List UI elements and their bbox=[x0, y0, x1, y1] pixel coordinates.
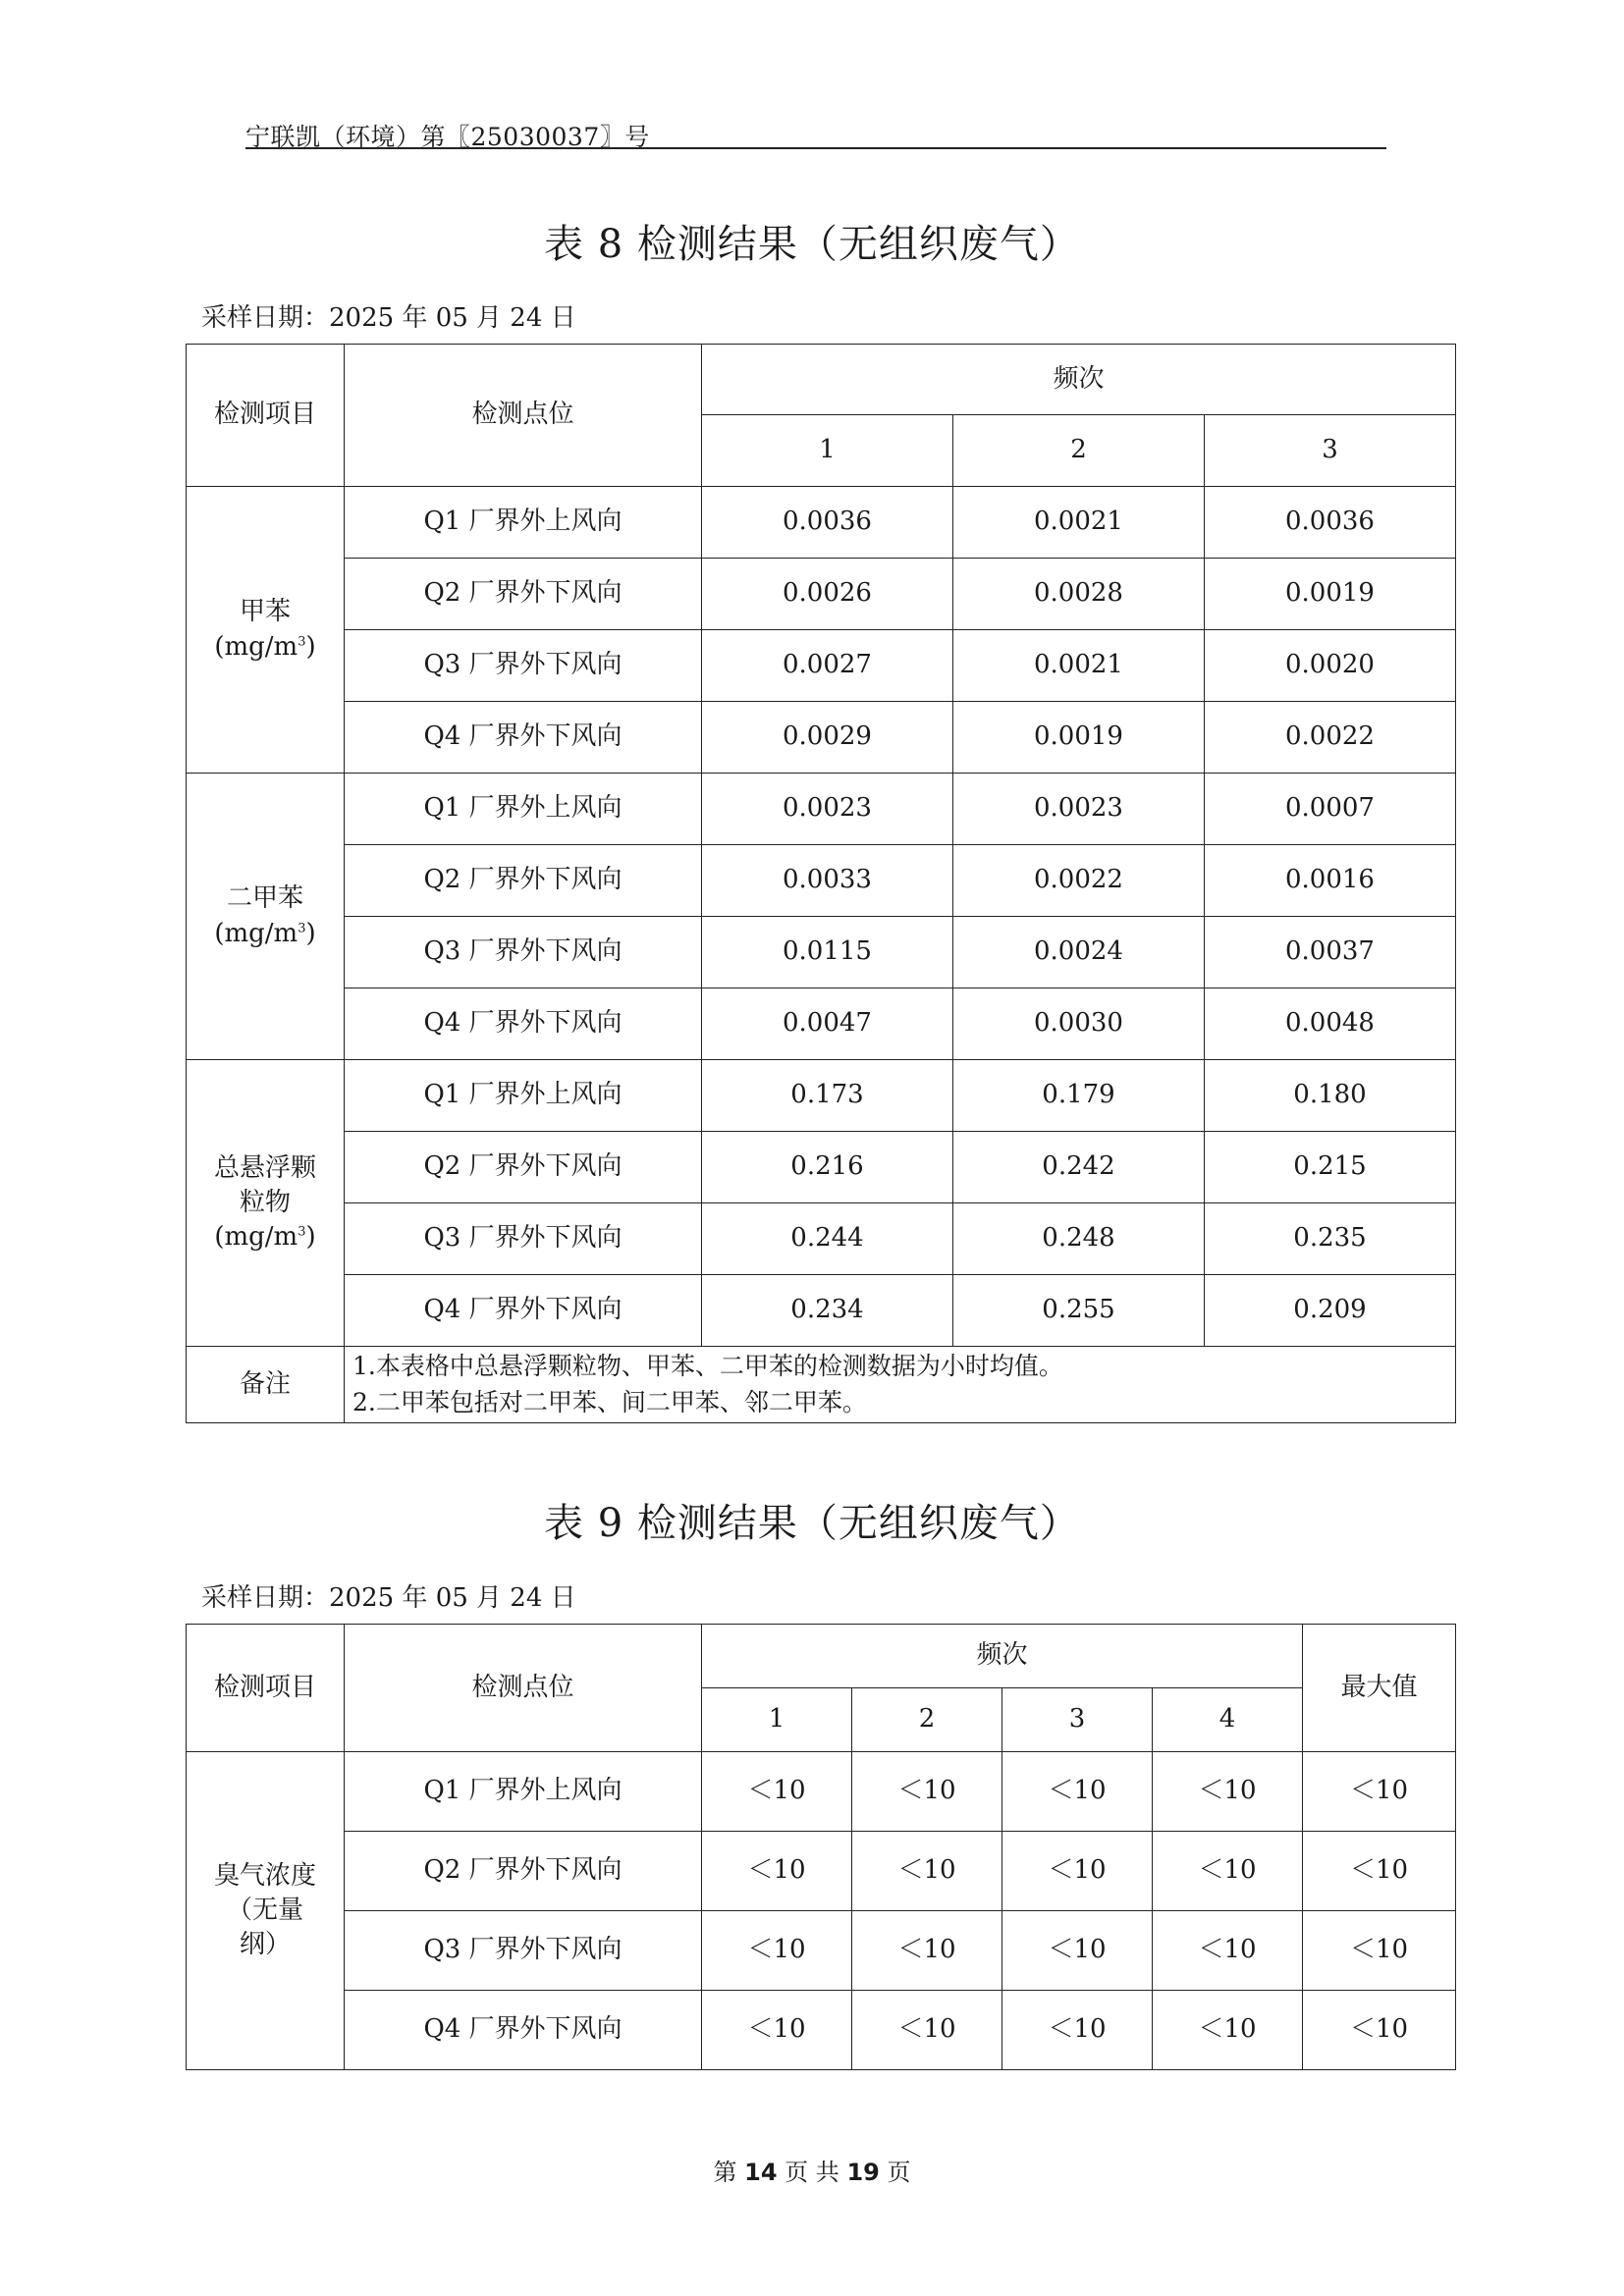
table8-point: Q3 厂界外下风向 bbox=[345, 630, 702, 702]
item-unit: $(mg/m^3)$ bbox=[214, 1222, 316, 1253]
table8-value: 0.242 bbox=[953, 1132, 1205, 1203]
table8-value: 0.0037 bbox=[1205, 917, 1456, 988]
table8-value: 0.234 bbox=[702, 1275, 953, 1347]
table9-value: ＜10 bbox=[1153, 1991, 1303, 2070]
table8-value: 0.0029 bbox=[702, 702, 953, 774]
table8-point: Q3 厂界外下风向 bbox=[345, 917, 702, 988]
table9-title: 表 9 检测结果（无组织废气） bbox=[544, 1501, 1080, 1546]
table9-value: ＜10 bbox=[1002, 1911, 1153, 1991]
table8-note-2: 2.二甲苯包括对二甲苯、间二甲苯、邻二甲苯。 bbox=[352, 1387, 867, 1416]
table8-notes-label: 备注 bbox=[187, 1347, 345, 1423]
table8-freq-2: 2 bbox=[953, 415, 1205, 487]
table8-point: Q2 厂界外下风向 bbox=[345, 1132, 702, 1203]
table8-value: 0.0036 bbox=[1205, 487, 1456, 559]
table8-point: Q4 厂界外下风向 bbox=[345, 1275, 702, 1347]
table8-point: Q1 厂界外上风向 bbox=[345, 487, 702, 559]
item-name: 二甲苯 bbox=[226, 883, 303, 914]
table8-value: 0.0115 bbox=[702, 917, 953, 988]
table8-value: 0.0028 bbox=[953, 559, 1205, 630]
table9-value: ＜10 bbox=[1002, 1832, 1153, 1911]
header-rule bbox=[245, 147, 1386, 149]
table8-value: 0.179 bbox=[953, 1060, 1205, 1132]
table9-value: ＜10 bbox=[1153, 1911, 1303, 1991]
table9-value: ＜10 bbox=[852, 1991, 1002, 2070]
table9-point: Q1 厂界外上风向 bbox=[345, 1752, 702, 1832]
table9-freq-4: 4 bbox=[1153, 1688, 1303, 1752]
table9-value: ＜10 bbox=[852, 1911, 1002, 1991]
table8-value: 0.0033 bbox=[702, 845, 953, 917]
item-name: 甲苯 bbox=[239, 597, 291, 627]
table8-value: 0.0022 bbox=[1205, 702, 1456, 774]
table9-value: ＜10 bbox=[1002, 1991, 1153, 2070]
table9-freq-1: 1 bbox=[702, 1688, 852, 1752]
table8-note-1: 1.本表格中总悬浮颗粒物、甲苯、二甲苯的检测数据为小时均值。 bbox=[352, 1352, 1063, 1381]
table9-value: ＜10 bbox=[852, 1832, 1002, 1911]
table8-value: 0.216 bbox=[702, 1132, 953, 1203]
table9-header-item: 检测项目 bbox=[187, 1625, 345, 1752]
table8-freq-3: 3 bbox=[1205, 415, 1456, 487]
table8-value: 0.215 bbox=[1205, 1132, 1456, 1203]
table9-point: Q4 厂界外下风向 bbox=[345, 1991, 702, 2070]
table8-value: 0.0030 bbox=[953, 988, 1205, 1060]
table8-freq-1: 1 bbox=[702, 415, 953, 487]
table9-max: ＜10 bbox=[1303, 1991, 1456, 2070]
table9-value: ＜10 bbox=[1153, 1752, 1303, 1832]
table8-value: 0.248 bbox=[953, 1203, 1205, 1275]
table9-point: Q3 厂界外下风向 bbox=[345, 1911, 702, 1991]
table8-header-freq: 频次 bbox=[702, 345, 1456, 415]
table8-point: Q4 厂界外下风向 bbox=[345, 702, 702, 774]
table8-value: 0.0019 bbox=[1205, 559, 1456, 630]
table8-notes bbox=[345, 1347, 1456, 1423]
table8-item-xylene bbox=[187, 774, 345, 1060]
table8-point: Q2 厂界外下风向 bbox=[345, 559, 702, 630]
table8-value: 0.0016 bbox=[1205, 845, 1456, 917]
table8-point: Q1 厂界外上风向 bbox=[345, 774, 702, 845]
table8-value: 0.0023 bbox=[953, 774, 1205, 845]
item-unit: $(mg/m^3)$ bbox=[214, 918, 316, 948]
report-number: 宁联凯（环境）第〖25030037〗号 bbox=[245, 123, 650, 151]
table9-freq-2: 2 bbox=[852, 1688, 1002, 1752]
footer-page-number: 14 bbox=[744, 2159, 778, 2186]
table9-value: ＜10 bbox=[852, 1752, 1002, 1832]
table8-value: 0.0024 bbox=[953, 917, 1205, 988]
table8-header-point: 检测点位 bbox=[345, 345, 702, 487]
table8-value: 0.209 bbox=[1205, 1275, 1456, 1347]
table8-point: Q4 厂界外下风向 bbox=[345, 988, 702, 1060]
table8-point: Q3 厂界外下风向 bbox=[345, 1203, 702, 1275]
table8-value: 0.235 bbox=[1205, 1203, 1456, 1275]
table8-value: 0.173 bbox=[702, 1060, 953, 1132]
table9-value: ＜10 bbox=[1002, 1752, 1153, 1832]
table8-point: Q1 厂界外上风向 bbox=[345, 1060, 702, 1132]
table9-header-max: 最大值 bbox=[1303, 1625, 1456, 1752]
table8-title: 表 8 检测结果（无组织废气） bbox=[544, 222, 1080, 267]
table8-point: Q2 厂界外下风向 bbox=[345, 845, 702, 917]
item-name-line2: 粒物 bbox=[239, 1187, 291, 1217]
footer-prefix: 第 bbox=[713, 2159, 737, 2186]
table9-sample-date: 采样日期：2025 年 05 月 24 日 bbox=[201, 1583, 576, 1613]
table8-item-tsp bbox=[187, 1060, 345, 1347]
table8-value: 0.0036 bbox=[702, 487, 953, 559]
footer-total-pages: 19 bbox=[846, 2159, 880, 2186]
table8-value: 0.0022 bbox=[953, 845, 1205, 917]
table9-value: ＜10 bbox=[702, 1991, 852, 2070]
table9-max: ＜10 bbox=[1303, 1752, 1456, 1832]
footer-suffix: 页 bbox=[887, 2159, 911, 2186]
table8-header-item: 检测项目 bbox=[187, 345, 345, 487]
table8-value: 0.0007 bbox=[1205, 774, 1456, 845]
footer-mid: 页 共 bbox=[785, 2159, 839, 2186]
table9-value: ＜10 bbox=[702, 1911, 852, 1991]
item-name-line2: （无量 bbox=[226, 1895, 303, 1925]
table8-value: 0.0020 bbox=[1205, 630, 1456, 702]
table9-item-odor bbox=[187, 1752, 345, 2070]
item-unit: $(mg/m^3)$ bbox=[214, 631, 316, 662]
table9 bbox=[186, 1624, 1456, 2070]
table8-value: 0.0027 bbox=[702, 630, 953, 702]
table8-item-toluene bbox=[187, 487, 345, 774]
table9-max: ＜10 bbox=[1303, 1832, 1456, 1911]
item-name-line3: 纲） bbox=[239, 1930, 291, 1960]
table8-value: 0.0047 bbox=[702, 988, 953, 1060]
item-name: 总悬浮颗 bbox=[213, 1152, 316, 1183]
table9-max: ＜10 bbox=[1303, 1911, 1456, 1991]
table9-header-point: 检测点位 bbox=[345, 1625, 702, 1752]
table8-value: 0.0021 bbox=[953, 487, 1205, 559]
table8-value: 0.0048 bbox=[1205, 988, 1456, 1060]
table9-value: ＜10 bbox=[702, 1752, 852, 1832]
table8-value: 0.0019 bbox=[953, 702, 1205, 774]
table9-value: ＜10 bbox=[702, 1832, 852, 1911]
table8-sample-date: 采样日期：2025 年 05 月 24 日 bbox=[201, 303, 576, 333]
table9-value: ＜10 bbox=[1153, 1832, 1303, 1911]
table9-point: Q2 厂界外下风向 bbox=[345, 1832, 702, 1911]
table8-value: 0.244 bbox=[702, 1203, 953, 1275]
table8-value: 0.180 bbox=[1205, 1060, 1456, 1132]
table9-freq-3: 3 bbox=[1002, 1688, 1153, 1752]
table8-value: 0.0021 bbox=[953, 630, 1205, 702]
page-footer bbox=[0, 2153, 1624, 2187]
table8-value: 0.0026 bbox=[702, 559, 953, 630]
table8 bbox=[186, 344, 1456, 1423]
table9-header-freq: 频次 bbox=[702, 1625, 1303, 1688]
table8-value: 0.0023 bbox=[702, 774, 953, 845]
table8-value: 0.255 bbox=[953, 1275, 1205, 1347]
item-name: 臭气浓度 bbox=[213, 1860, 316, 1891]
